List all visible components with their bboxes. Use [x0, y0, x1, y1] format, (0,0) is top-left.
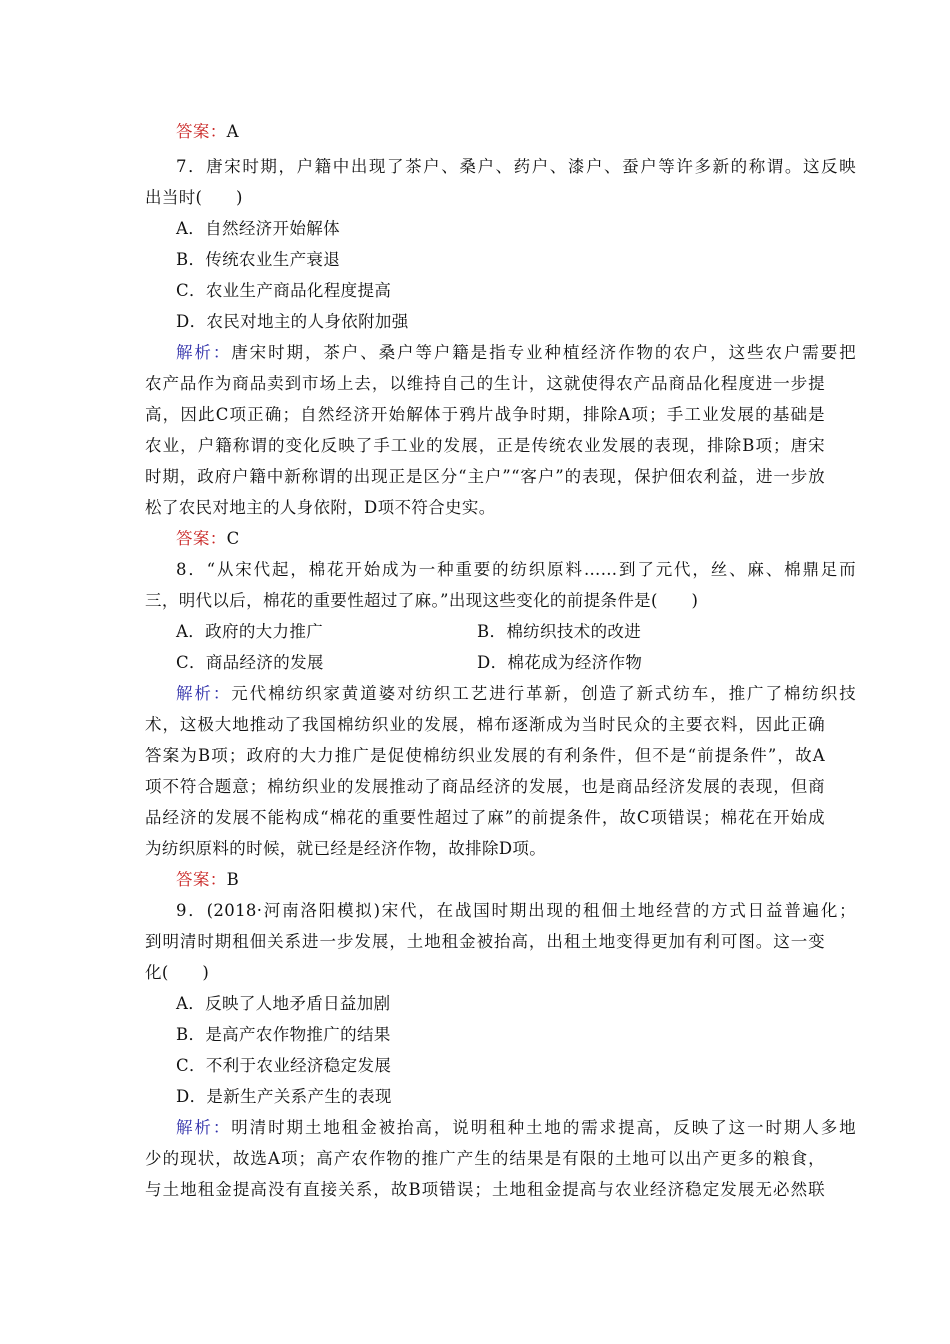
- answer-label: 答案：: [176, 870, 227, 889]
- question-stem: 化( ): [145, 963, 210, 982]
- question-stem: 三，明代以后，棉花的重要性超过了麻。”出现这些变化的前提条件是( ): [145, 591, 699, 610]
- analysis-line: 农业，户籍称谓的变化反映了手工业的发展，正是传统农业发展的表现，排除B项；唐宋: [145, 436, 825, 455]
- option: D．是新生产关系产生的表现: [176, 1087, 392, 1106]
- analysis-line: [176, 684, 856, 704]
- option: A．自然经济开始解体: [176, 219, 340, 238]
- answer-line: [176, 529, 856, 549]
- analysis-text: 元代棉纺织家黄道婆对纺织工艺进行革新，创造了新式纺车，推广了棉纺织技: [231, 684, 856, 703]
- analysis-line: 农产品作为商品卖到市场上去，以维持自己的生计，这就使得农产品商品化程度进一步提: [145, 374, 825, 393]
- option: B．是高产农作物推广的结果: [176, 1025, 391, 1044]
- analysis-text: 唐宋时期，茶户、桑户等户籍是指专业种植经济作物的农户，这些农户需要把: [231, 343, 856, 362]
- question-stem: 7．唐宋时期，户籍中出现了茶户、桑户、药户、漆户、蚕户等许多新的称谓。这反映: [176, 157, 856, 176]
- option: D．农民对地主的人身依附加强: [176, 312, 409, 331]
- analysis-line: 品经济的发展不能构成“棉花的重要性超过了麻”的前提条件，故C项错误；棉花在开始成: [145, 808, 825, 827]
- analysis-label: 解析：: [176, 684, 232, 703]
- option: A．反映了人地矛盾日益加剧: [176, 994, 391, 1013]
- analysis-text: 明清时期土地租金被抬高，说明租种土地的需求提高，反映了这一时期人多地: [231, 1118, 856, 1137]
- analysis-line: 项不符合题意；棉纺织业的发展推动了商品经济的发展，也是商品经济发展的表现，但商: [145, 777, 825, 796]
- option: A．政府的大力推广: [176, 622, 324, 641]
- answer-label: 答案：: [176, 122, 227, 141]
- analysis-line: 术，这极大地推动了我国棉纺织业的发展，棉布逐渐成为当时民众的主要衣料，因此正确: [145, 715, 825, 734]
- analysis-label: 解析：: [176, 343, 232, 362]
- option: C．农业生产商品化程度提高: [176, 281, 392, 300]
- answer-value: C: [226, 529, 240, 548]
- analysis-line: 答案为B项；政府的大力推广是促使棉纺织业发展的有利条件，但不是“前提条件”，故A: [145, 746, 825, 765]
- analysis-line: 为纺织原料的时候，就已经是经济作物，故排除D项。: [145, 839, 547, 858]
- question-stem: 出当时( ): [145, 188, 243, 207]
- question-stem: 8．“从宋代起，棉花开始成为一种重要的纺织原料……到了元代，丝、麻、棉鼎足而: [176, 560, 856, 579]
- answer-value: B: [226, 870, 240, 889]
- answer-label: 答案：: [176, 529, 227, 548]
- option: D．棉花成为经济作物: [477, 653, 643, 672]
- analysis-line: [176, 1118, 856, 1138]
- option: C．商品经济的发展: [176, 653, 324, 672]
- question-stem: 9．(2018·河南洛阳模拟)宋代，在战国时期出现的租佃土地经营的方式日益普遍化；: [176, 901, 856, 920]
- answer-line: [176, 122, 856, 142]
- analysis-line: 时期，政府户籍中新称谓的出现正是区分“主户”“客户”的表现，保护佃农利益，进一步放: [145, 467, 825, 486]
- analysis-line: 与土地租金提高没有直接关系，故B项错误；土地租金提高与农业经济稳定发展无必然联: [145, 1180, 825, 1199]
- analysis-line: [176, 343, 856, 363]
- analysis-label: 解析：: [176, 1118, 232, 1137]
- option: B．棉纺织技术的改进: [477, 622, 642, 641]
- analysis-line: 松了农民对地主的人身依附，D项不符合史实。: [145, 498, 496, 517]
- answer-line: [176, 870, 856, 890]
- answer-value: A: [226, 122, 239, 141]
- analysis-line: 少的现状，故选A项；高产农作物的推广产生的结果是有限的土地可以出产更多的粮食，: [145, 1149, 825, 1168]
- option: C．不利于农业经济稳定发展: [176, 1056, 392, 1075]
- question-stem: 到明清时期租佃关系进一步发展，土地租金被抬高，出租土地变得更加有利可图。这一变: [145, 932, 825, 951]
- option: B．传统农业生产衰退: [176, 250, 341, 269]
- analysis-line: 高，因此C项正确；自然经济开始解体于鸦片战争时期，排除A项；手工业发展的基础是: [145, 405, 825, 424]
